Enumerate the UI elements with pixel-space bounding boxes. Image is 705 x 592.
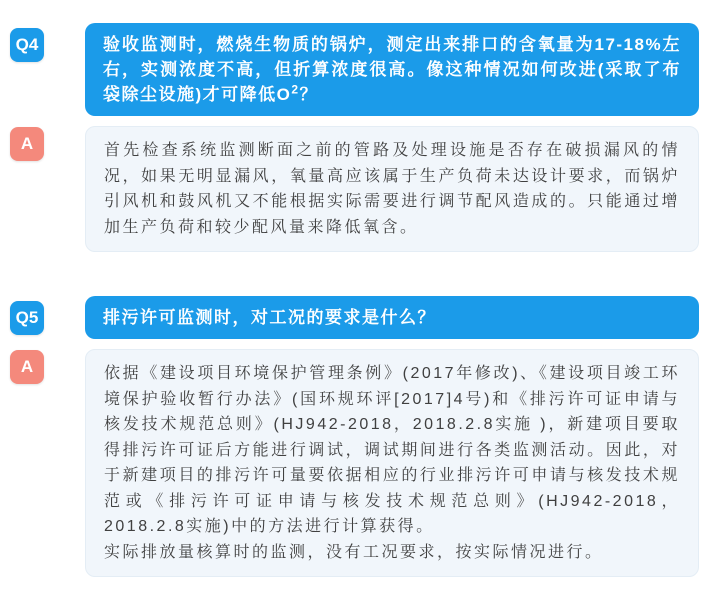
answer-box-q4 (85, 126, 699, 252)
superscript-2: 2 (291, 82, 300, 97)
question-box-q5 (85, 296, 699, 339)
answer-row-q4 (10, 126, 699, 252)
question-box-q4 (85, 23, 699, 116)
question-text-q5 (103, 305, 681, 330)
question-badge-q4: Q4 (10, 28, 44, 62)
question-row-q5 (10, 296, 699, 339)
answer-badge-q4: A (10, 127, 44, 161)
question-row-q4 (10, 23, 699, 116)
qa-block-q4 (10, 23, 699, 252)
qa-block-q5 (10, 296, 699, 577)
answer-paragraph: 依据《建设项目环境保护管理条例》(2017年修改)、《建设项目竣工环境保护验收暂行办法》(国环规环评[2017]4号)和《排污许可证申请与核发技术规范总则》(HJ942-2018，2018.2.8实施 )，新建项目要取得排污许可证后方能进行调试，调试期间进行各类监测活动。因此，对于新建项目的排污许可量要依据相应的行业排污许可申请与核发技术规范或《排污许可证申请与核发技术规范总则》(HJ942-2018，2018.2.8实施)中的方法进行计算获得。 (104, 365, 680, 535)
answer-paragraph: 实际排放量核算时的监测，没有工况要求，按实际情况进行。 (104, 543, 604, 561)
answer-box-q5 (85, 349, 699, 577)
question-text-q4 (103, 32, 681, 107)
answer-badge-q5: A (10, 350, 44, 384)
answer-row-q5 (10, 349, 699, 577)
question-text-main: 验收监测时，燃烧生物质的锅炉，测定出来排口的含氧量为17-18%左右，实测浓度不高，但折算浓度很高。像这种情况如何改进(采取了布袋除尘设施)才可降低O (103, 35, 681, 104)
question-text-end: ？ (299, 85, 319, 104)
question-badge-q5: Q5 (10, 301, 44, 335)
question-text-main: 排污许可监测时，对工况的要求是什么？ (103, 308, 436, 327)
answer-paragraph: 首先检查系统监测断面之前的管路及处理设施是否存在破损漏风的情况，如果无明显漏风，氧量高应该属于生产负荷未达设计要求，而锅炉引风机和鼓风机又不能根据实际需要进行调节配风造成的。只能通过增加生产负荷和较少配风量来降低氧含。 (104, 142, 680, 236)
